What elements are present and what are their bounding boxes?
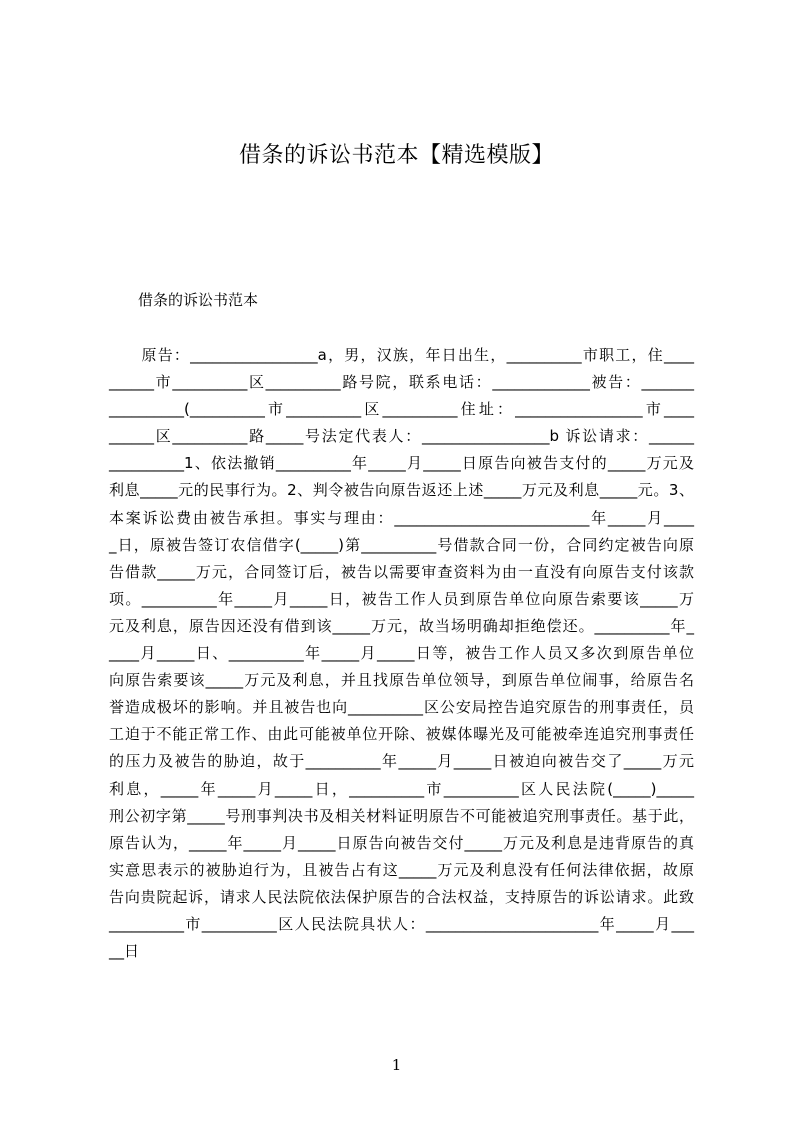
body-line: 本案诉讼费由被告承担。事实与理由：__________________________年_____月____ — [109, 508, 694, 527]
body-line: 刑公初字第_____号刑事判决书及相关材料证明原告不可能被追究刑事责任。基于此， — [109, 806, 694, 825]
body-line: __________市__________区人民法院具状人：_______________________年_____月___ — [109, 914, 694, 933]
body-line: __日 — [109, 942, 140, 961]
body-line: 誉造成极坏的影响。并且被告也向__________区公安局控告追究原告的刑事责任，员 — [109, 698, 694, 717]
body-line: ______市__________区__________路号院，联系电话：_____________被告：_______ — [109, 373, 694, 392]
body-line: 原告：_________________a，男，汉族，年日出生，__________市职工，住____ — [109, 346, 694, 364]
body-line: 利息，_____年_____月_____日，__________市__________区人民法院(_____)_____ — [109, 779, 694, 798]
body-line: ______区__________路_____号法定代表人：_________________b 诉讼请求：______ — [109, 427, 694, 446]
body-line: 项。__________年_____月_____日，被告工作人员到原告单位向原告索要该_____万 — [109, 589, 694, 608]
body-line: 告向贵院起诉，请求人民法院依法保护原告的合法权益，支持原告的诉讼请求。此致 — [109, 887, 694, 906]
body-line: _日，原被告签订农信借字(_____)第__________号借款合同一份，合同约定被告向原 — [109, 535, 694, 554]
document-subtitle: 借条的诉讼书范本 — [138, 291, 259, 309]
page-number: 1 — [391, 1056, 402, 1074]
body-line: 原告认为，_____年_____月_____日原告向被告交付_____万元及利息是违背原告的真 — [109, 833, 694, 852]
document-title: 借条的诉讼书范本【精选模版】 — [238, 143, 554, 168]
body-line: __________1、依法撤销__________年_____月_____日原告向被告支付的_____万元及 — [109, 454, 694, 473]
body-line: 利息_____元的民事行为。2、判令被告向原告返还上述_____万元及利息_____元。3、 — [109, 481, 694, 500]
body-line: 的压力及被告的胁迫，故于__________年_____月_____日被迫向被告交了_____万元 — [109, 752, 694, 771]
document-body — [109, 342, 694, 965]
body-line: 向原告索要该_____万元及利息，并且找原告单位领导，到原告单位闹事，给原告名 — [109, 671, 694, 690]
body-line: 实意思表示的被胁迫行为，且被告占有这_____万元及利息没有任何法律依据，故原 — [109, 860, 694, 879]
body-line: 工迫于不能正常工作、由此可能被单位开除、被媒体曝光及可能被牵连追究刑事责任 — [109, 725, 694, 744]
body-line: 告借款_____万元，合同签订后，被告以需要审查资料为由一直没有向原告支付该款 — [109, 562, 694, 581]
body-line: 元及利息，原告因还没有借到该_____万元，故当场明确却拒绝偿还。__________年_ — [109, 616, 694, 635]
body-line: __________(__________市__________区__________住址：_________________市____ — [109, 400, 694, 419]
body-line: ____月_____日、__________年_____月_____日等，被告工作人员又多次到原告单位 — [109, 644, 694, 663]
